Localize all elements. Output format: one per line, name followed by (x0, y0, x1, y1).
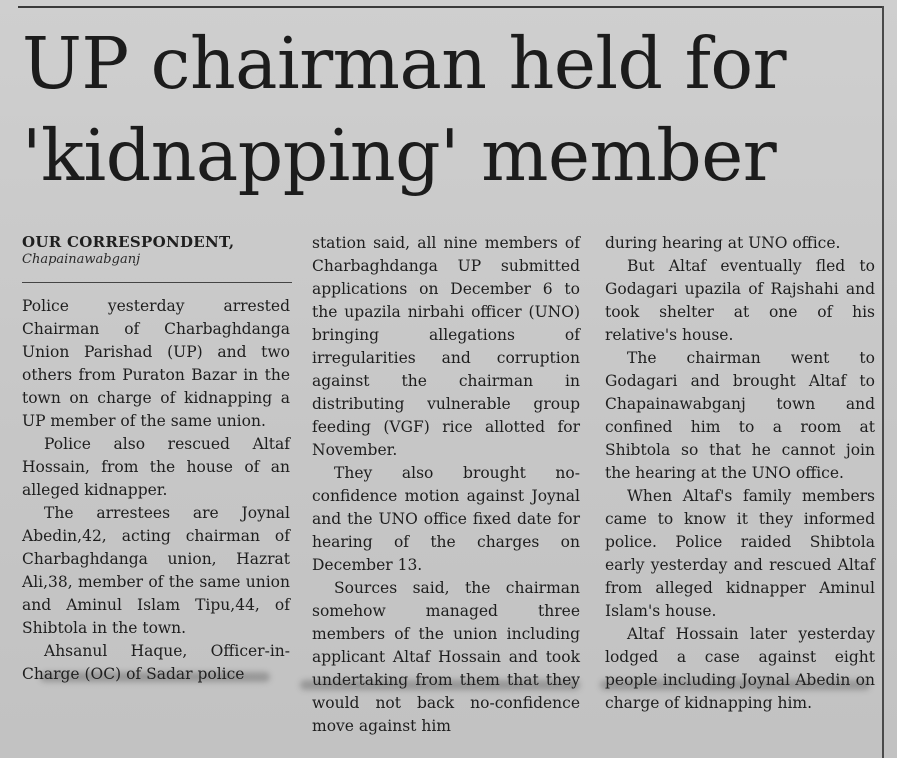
column-1 (22, 295, 290, 686)
headline (22, 18, 882, 202)
paragraph: Police yesterday arrested Chairman of Charbaghdanga Union Parishad (UP) and two others from Puraton Bazar in the town on charge of kidnapping a UP member of the same union. (22, 297, 290, 430)
byline-place: Chapainawabganj (22, 252, 141, 267)
paragraph: Ahsanul Haque, Officer-in-Charge (OC) of Sadar police (22, 642, 290, 683)
paragraph: Altaf Hossain later yesterday lodged a case against eight people including Joynal Abedin on charge of kidnapping him. (605, 625, 875, 712)
byline-rule (22, 282, 292, 283)
right-rule (882, 6, 884, 758)
headline-line-1: UP chairman held for (22, 22, 787, 105)
ink-smudge (300, 680, 580, 690)
paragraph: station said, all nine members of Charbaghdanga UP submitted applications on December 6 to the upazila nirbahi officer (UNO) bringing allegations of irregularities and corruption against the chairman in distributing vulnerable group feeding (VGF) rice allotted for November. (312, 234, 580, 459)
paragraph: The arrestees are Joynal Abedin,42, acting chairman of Charbaghdanga union, Hazrat Ali,38, member of the same union and Aminul Islam Tipu,44, of Shibtola in the town. (22, 504, 290, 637)
paragraph: But Altaf eventually fled to Godagari upazila of Rajshahi and took shelter at one of his relative's house. (605, 257, 875, 344)
byline-name: OUR CORRESPONDENT, (22, 233, 235, 251)
paragraph: during hearing at UNO office. (605, 234, 841, 252)
column-2 (312, 232, 580, 738)
paragraph: Sources said, the chairman somehow managed three members of the union including applicant Altaf Hossain and took undertaking from them that they would not back no-confidence move against him (312, 579, 580, 735)
byline (22, 233, 292, 268)
ink-smudge (40, 672, 270, 682)
paragraph: Police also rescued Altaf Hossain, from the house of an alleged kidnapper. (22, 435, 290, 499)
top-rule (18, 6, 884, 8)
ink-smudge (600, 680, 870, 690)
paragraph: When Altaf's family members came to know it they informed police. Police raided Shibtola early yesterday and rescued Altaf from alleged kidnapper Aminul Islam's house. (605, 487, 875, 620)
column-3 (605, 232, 875, 715)
headline-line-2: 'kidnapping' member (22, 114, 777, 197)
paragraph: They also brought no-confidence motion against Joynal and the UNO office fixed date for hearing of the charges on December 13. (312, 464, 580, 574)
paragraph: The chairman went to Godagari and brought Altaf to Chapainawabganj town and confined him to a room at Shibtola so that he cannot join the hearing at the UNO office. (605, 349, 875, 482)
